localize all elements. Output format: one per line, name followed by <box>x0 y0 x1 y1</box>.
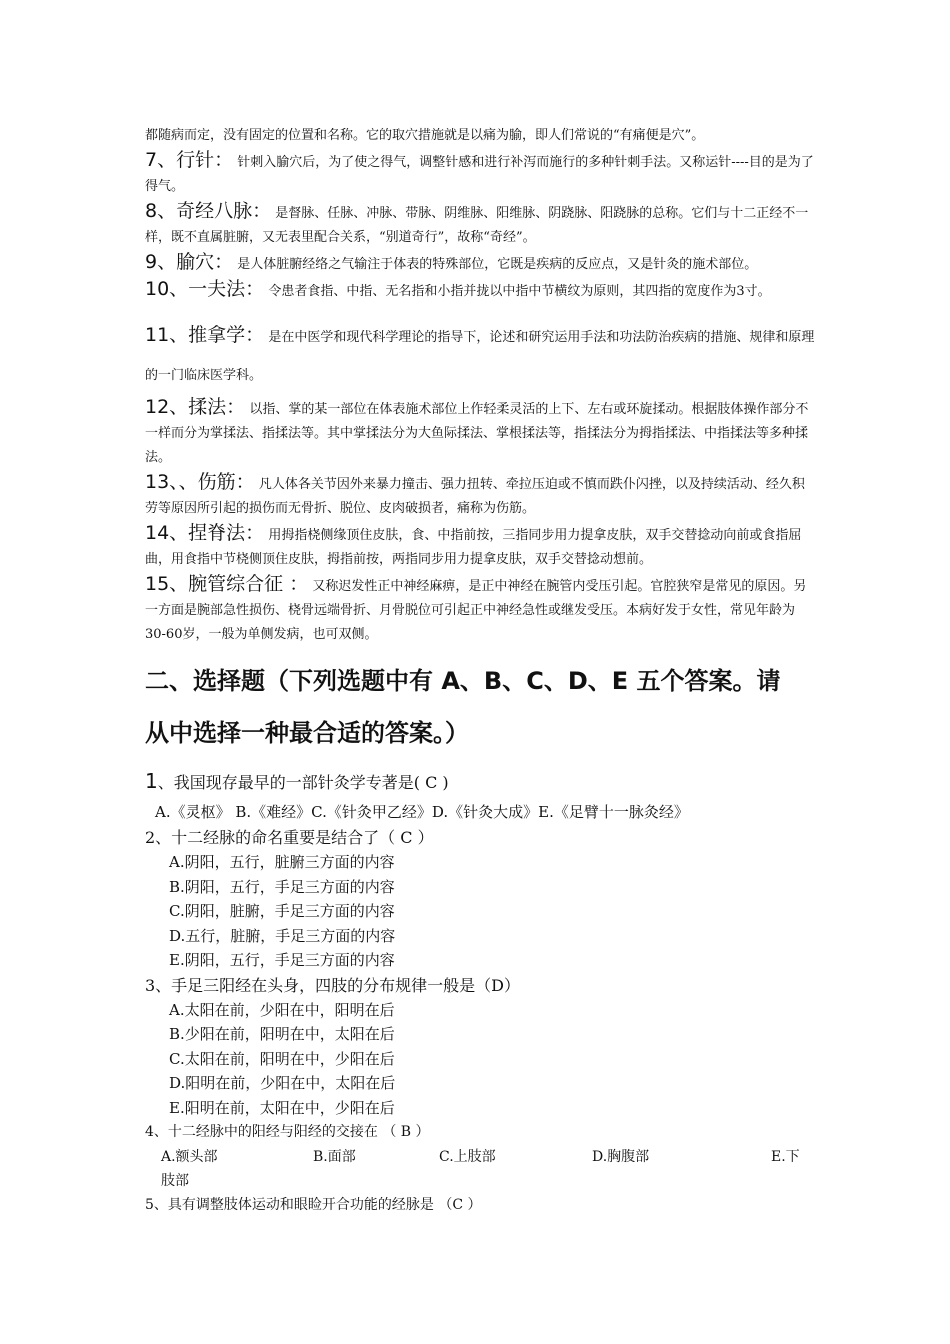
question-2: 2、十二经脉的命名重要是结合了（ C ） <box>145 828 434 847</box>
option-c: C.阴阳，脏腑，手足三方面的内容 <box>169 902 395 920</box>
term-label: 11、推拿学： <box>145 324 265 346</box>
question-3: 3、手足三阳经在头身，四肢的分布规律一般是（D） <box>145 975 521 995</box>
definition-14 <box>145 521 815 572</box>
term-text: 是在中医学和现代科学理论的指导下，论述和研究运用手法和功法防治疾病的措施、规律和原理的一门临床医学科。 <box>145 330 815 383</box>
option-a: A.额头部 <box>161 1149 218 1165</box>
option-c: C.上肢部 <box>439 1149 496 1165</box>
term-label: 13、、伤筋： <box>145 471 255 493</box>
question-number: 1 <box>145 769 158 793</box>
question-5: 5、具有调整肢体运动和眼睑开合功能的经脉是 （C ） <box>145 1197 482 1213</box>
option-d: D.胸腹部 <box>592 1149 650 1165</box>
term-text: 又称迟发性正中神经麻痹，是正中神经在腕管内受压引起。官腔狭窄是常见的原因。另一方面是腕部急性损伤、桡骨远端骨折、月骨脱位可引起正中神经急性或继发受压。本病好发于女性，常见年龄为30-60岁，一般为单侧发病，也可双侧。 <box>145 579 807 642</box>
section-title <box>145 655 815 759</box>
definition-15 <box>145 572 815 647</box>
definition-12 <box>145 395 815 470</box>
term-text: 凡人体各关节因外来暴力撞击、强力扭转、牵拉压迫或不慎而跌仆闪挫，以及持续活动、经久积劳等原因所引起的损伤而无骨折、脱位、皮肉破损者，痛称为伤筋。 <box>145 477 805 516</box>
term-text: 用拇指桡侧缘顶住皮肤，食、中指前按，三指同步用力提拿皮肤，双手交替捻动向前或食指屈曲，用食指中节桡侧顶住皮肤，拇指前按，两指同步用力提拿皮肤，双手交替捻动想前。 <box>145 528 802 567</box>
question-1 <box>145 769 815 795</box>
option-e-continued: 肢部 <box>161 1173 189 1189</box>
definition-8 <box>145 199 815 250</box>
term-label: 8、奇经八脉： <box>145 200 272 222</box>
term-label: 15、腕管综合征 ： <box>145 573 309 595</box>
term-text: 以指、掌的某一部位在体表施术部位上作轻柔灵活的上下、左右或环旋揉动。根据肢体操作部分不一样而分为掌揉法、指揉法等。其中掌揉法分为大鱼际揉法、掌根揉法等，指揉法分为拇指揉法、中指揉法等多种揉法。 <box>145 402 809 465</box>
term-label: 9、腧穴： <box>145 251 234 273</box>
option-a: A.阴阳，五行，脏腑三方面的内容 <box>169 853 395 871</box>
option-e: E.阴阳，五行，手足三方面的内容 <box>169 951 395 969</box>
option-b: B.面部 <box>313 1149 356 1165</box>
option-d: D.阳明在前，少阳在中，太阳在后 <box>169 1074 396 1092</box>
definition-13 <box>145 470 815 521</box>
option-b: B.少阳在前，阳明在中，太阳在后 <box>169 1025 395 1043</box>
term-text: 令患者食指、中指、无名指和小指并拢以中指中节横纹为原则，其四指的宽度作为3寸。 <box>268 284 771 299</box>
option-e: E.阳明在前，太阳在中，少阳在后 <box>169 1098 395 1117</box>
definition-7 <box>145 148 815 199</box>
document-content <box>145 124 815 1218</box>
term-text: 是督脉、任脉、冲脉、带脉、阴维脉、阳维脉、阴跷脉、阳跷脉的总称。它们与十二正经不一样，既不直属脏腑，又无表里配合关系，“别道奇行”，故称“奇经”。 <box>145 206 809 245</box>
question-1-options: A.《灵枢》 B.《难经》C.《针灸甲乙经》D.《针灸大成》E.《足臂十一脉灸经》 <box>155 803 689 821</box>
option-d: D.五行，脏腑，手足三方面的内容 <box>169 926 396 945</box>
section-title-line-1: 二、选择题（下列选题中有 A、B、C、D、E 五个答案。请 <box>145 667 781 695</box>
option-b: B.阴阳，五行，手足三方面的内容 <box>169 877 395 896</box>
term-label: 12、揉法： <box>145 396 246 418</box>
option-c: C.太阳在前，阳明在中，少阳在后 <box>169 1049 395 1068</box>
term-text: 是人体脏腑经络之气输注于体表的特殊部位，它既是疾病的反应点，又是针灸的施术部位。 <box>237 257 758 272</box>
section-title-line-2: 从中选择一种最合适的答案。） <box>145 719 469 747</box>
question-4: 4、十二经脉中的阳经与阳经的交接在 （ B ） <box>145 1124 430 1140</box>
term-label: 10、一夫法： <box>145 278 265 300</box>
term-label: 7、行针： <box>145 149 234 171</box>
definition-intro: 都随病而定，没有固定的位置和名称。它的取穴措施就是以痛为腧，即人们常说的“有痛便是穴”。 <box>145 128 705 143</box>
question-text: 、我国现存最早的一部针灸学专著是( C ) <box>157 773 449 792</box>
option-a: A.太阳在前，少阳在中，阳明在后 <box>169 1000 395 1019</box>
term-text: 针刺入腧穴后，为了使之得气，调整针感和进行补泻而施行的多种针刺手法。又称运针----目的是为了得气。 <box>145 155 814 194</box>
definition-10 <box>145 277 815 304</box>
option-e: E.下 <box>771 1149 800 1165</box>
definition-11 <box>145 316 815 395</box>
term-label: 14、捏脊法： <box>145 522 265 544</box>
definition-9 <box>145 250 815 277</box>
question-4-options <box>145 1145 815 1169</box>
